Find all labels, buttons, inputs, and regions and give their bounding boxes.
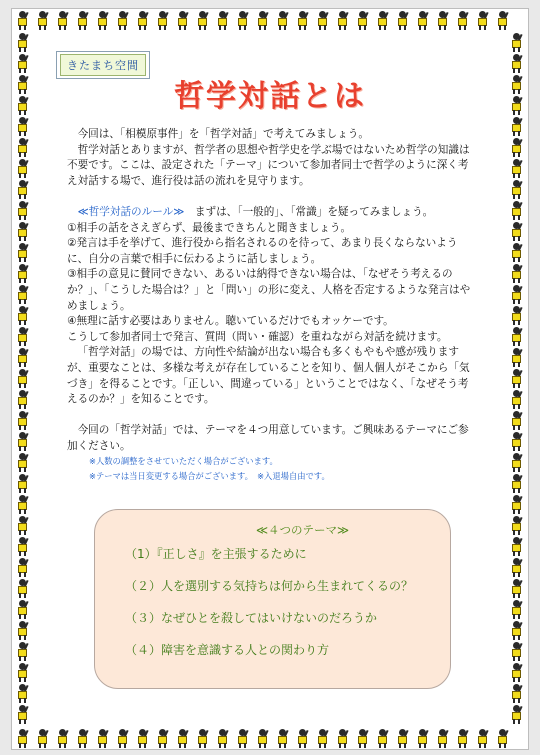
border-figure-icon — [506, 178, 528, 199]
border-figure-icon — [232, 9, 252, 31]
border-figure-icon — [506, 556, 528, 577]
border-figure-icon — [12, 31, 34, 52]
border-figure-icon — [506, 136, 528, 157]
closing-paragraph-1: こうして参加者同士で発言、質問（問い・確認）を重ねながら対話を続けます。 — [67, 330, 448, 343]
border-figure-icon — [12, 283, 34, 304]
border-figure-icon — [506, 493, 528, 514]
border-figure-icon — [32, 9, 52, 31]
border-figure-icon — [312, 9, 332, 31]
theme-item: （４）障害を意識する人との関わり方 — [125, 643, 330, 657]
border-figure-icon — [32, 727, 52, 749]
rule-item: ②発言は手を挙げて、進行役から指名されるのを待って、あまり長くならないように、自分の言葉で相手に伝わるように話しましょう。 — [67, 237, 458, 265]
border-figure-icon — [12, 346, 34, 367]
border-figure-icon — [506, 283, 528, 304]
border-figure-icon — [432, 727, 452, 749]
border-figure-icon — [112, 727, 132, 749]
border-figure-icon — [506, 388, 528, 409]
border-figure-icon — [506, 262, 528, 283]
border-figure-icon — [132, 9, 152, 31]
border-figure-icon — [506, 241, 528, 262]
border-figure-icon — [506, 157, 528, 178]
border-figure-icon — [172, 9, 192, 31]
border-figure-icon — [12, 430, 34, 451]
border-figure-icon — [506, 514, 528, 535]
border-figure-icon — [152, 727, 172, 749]
border-figure-icon — [332, 727, 352, 749]
border-figure-icon — [92, 9, 112, 31]
page-title: 哲学対話とは — [174, 79, 366, 114]
document-page — [11, 8, 529, 750]
border-figure-icon — [12, 241, 34, 262]
border-figure-icon — [212, 727, 232, 749]
themes-title: ≪４つのテーマ≫ — [255, 523, 350, 537]
border-figure-icon — [506, 535, 528, 556]
border-figure-icon — [506, 115, 528, 136]
border-figure-icon — [412, 9, 432, 31]
top-border-figures — [12, 9, 512, 31]
theme-item: （３）なぜひとを殺してはいけないのだろうか — [125, 611, 378, 625]
border-figure-icon — [12, 136, 34, 157]
venue-tag-label: きたまち空間 — [60, 54, 146, 76]
border-figure-icon — [232, 727, 252, 749]
theme-item: （1）『正しさ』を主張するために — [125, 547, 307, 561]
right-border-figures — [506, 31, 528, 724]
border-figure-icon — [506, 619, 528, 640]
border-figure-icon — [292, 727, 312, 749]
border-figure-icon — [452, 727, 472, 749]
border-figure-icon — [506, 409, 528, 430]
border-figure-icon — [12, 472, 34, 493]
border-figure-icon — [392, 9, 412, 31]
border-figure-icon — [272, 727, 292, 749]
intro-paragraph-2: 哲学対話とありますが、哲学者の思想や哲学史を学ぶ場ではないため哲学の知識は不要です。ここは、設定された「テーマ」について参加者同士で哲学のように深く考え対話する場で、進行役は話の流れを見守ります。 — [67, 143, 470, 187]
border-figure-icon — [272, 9, 292, 31]
themes-box — [94, 509, 451, 689]
border-figure-icon — [506, 367, 528, 388]
border-figure-icon — [506, 472, 528, 493]
border-figure-icon — [452, 9, 472, 31]
border-figure-icon — [12, 703, 34, 724]
border-figure-icon — [392, 727, 412, 749]
border-figure-icon — [432, 9, 452, 31]
border-figure-icon — [72, 9, 92, 31]
border-figure-icon — [472, 727, 492, 749]
main-text — [67, 127, 477, 484]
border-figure-icon — [12, 304, 34, 325]
border-figure-icon — [506, 682, 528, 703]
border-figure-icon — [12, 178, 34, 199]
border-figure-icon — [472, 9, 492, 31]
border-figure-icon — [12, 727, 32, 749]
rules-heading: ≪哲学対話のルール≫ — [77, 205, 185, 218]
border-figure-icon — [192, 727, 212, 749]
border-figure-icon — [12, 52, 34, 73]
border-figure-icon — [152, 9, 172, 31]
border-figure-icon — [506, 661, 528, 682]
border-figure-icon — [506, 199, 528, 220]
border-figure-icon — [252, 727, 272, 749]
border-figure-icon — [372, 9, 392, 31]
border-figure-icon — [506, 598, 528, 619]
border-figure-icon — [12, 535, 34, 556]
border-figure-icon — [12, 577, 34, 598]
theme-intro: 今回の「哲学対話」では、テーマを４つ用意しています。ご興味あるテーマにご参加ください。 — [67, 424, 469, 452]
border-figure-icon — [332, 9, 352, 31]
border-figure-icon — [12, 199, 34, 220]
theme-item: （２）人を選別する気持ちは何から生まれてくるの？ — [125, 579, 414, 593]
border-figure-icon — [12, 367, 34, 388]
border-figure-icon — [12, 115, 34, 136]
border-figure-icon — [12, 220, 34, 241]
border-figure-icon — [12, 388, 34, 409]
border-figure-icon — [12, 262, 34, 283]
border-figure-icon — [72, 727, 92, 749]
border-figure-icon — [506, 31, 528, 52]
border-figure-icon — [132, 727, 152, 749]
border-figure-icon — [372, 727, 392, 749]
border-figure-icon — [506, 304, 528, 325]
border-figure-icon — [12, 493, 34, 514]
border-figure-icon — [506, 220, 528, 241]
border-figure-icon — [492, 727, 512, 749]
border-figure-icon — [12, 325, 34, 346]
border-figure-icon — [506, 430, 528, 451]
border-figure-icon — [12, 157, 34, 178]
border-figure-icon — [352, 9, 372, 31]
border-figure-icon — [172, 727, 192, 749]
closing-paragraph-2: 「哲学対話」の場では、方向性や結論が出ない場合も多くもやもや感が残りますが、重要なことは、多様な考えが存在していることを知り、個人個人がそこから「気づき」を得ることです。「正しい、間違っている」ということではなく、「なぜそう考えるのか？」を知ることです。 — [67, 346, 470, 406]
border-figure-icon — [292, 9, 312, 31]
bottom-border-figures — [12, 727, 512, 749]
border-figure-icon — [12, 409, 34, 430]
border-figure-icon — [506, 52, 528, 73]
border-figure-icon — [112, 9, 132, 31]
border-figure-icon — [12, 661, 34, 682]
border-figure-icon — [252, 9, 272, 31]
border-figure-icon — [506, 346, 528, 367]
border-figure-icon — [92, 727, 112, 749]
left-border-figures — [12, 31, 34, 724]
border-figure-icon — [52, 9, 72, 31]
border-figure-icon — [12, 598, 34, 619]
border-figure-icon — [352, 727, 372, 749]
border-figure-icon — [12, 451, 34, 472]
intro-paragraph-1: 今回は、「相模原事件」を「哲学対話」で考えてみましょう。 — [77, 128, 369, 140]
border-figure-icon — [12, 556, 34, 577]
note-line: ※テーマは当日変更する場合がございます。 ※入退場自由です。 — [89, 471, 330, 482]
rules-lead: まずは、「一般的」、「常識」を疑ってみましょう。 — [194, 205, 434, 218]
rule-item: ①相手の話をさえぎらず、最後まできちんと聞きましょう。 — [67, 221, 352, 234]
border-figure-icon — [12, 682, 34, 703]
rule-item: ④無理に話す必要はありません。聴いているだけでもオッケーです。 — [67, 315, 394, 328]
border-figure-icon — [506, 451, 528, 472]
border-figure-icon — [492, 9, 512, 31]
border-figure-icon — [506, 325, 528, 346]
border-figure-icon — [212, 9, 232, 31]
border-figure-icon — [52, 727, 72, 749]
border-figure-icon — [506, 577, 528, 598]
border-figure-icon — [412, 727, 432, 749]
rule-item: ③相手の意見に賛同できない、あるいは納得できない場合は、「なぜそう考えるのか？」、「こうした場合は？」と「問い」の形に変え、人格を否定するような発言はやめましょう。 — [67, 268, 471, 312]
border-figure-icon — [506, 703, 528, 724]
border-figure-icon — [12, 619, 34, 640]
border-figure-icon — [12, 640, 34, 661]
border-figure-icon — [12, 9, 32, 31]
border-figure-icon — [506, 640, 528, 661]
border-figure-icon — [12, 514, 34, 535]
note-line: ※人数の調整をさせていただく場合がございます。 — [89, 456, 278, 467]
border-figure-icon — [312, 727, 332, 749]
rules-line — [67, 205, 477, 221]
border-figure-icon — [192, 9, 212, 31]
